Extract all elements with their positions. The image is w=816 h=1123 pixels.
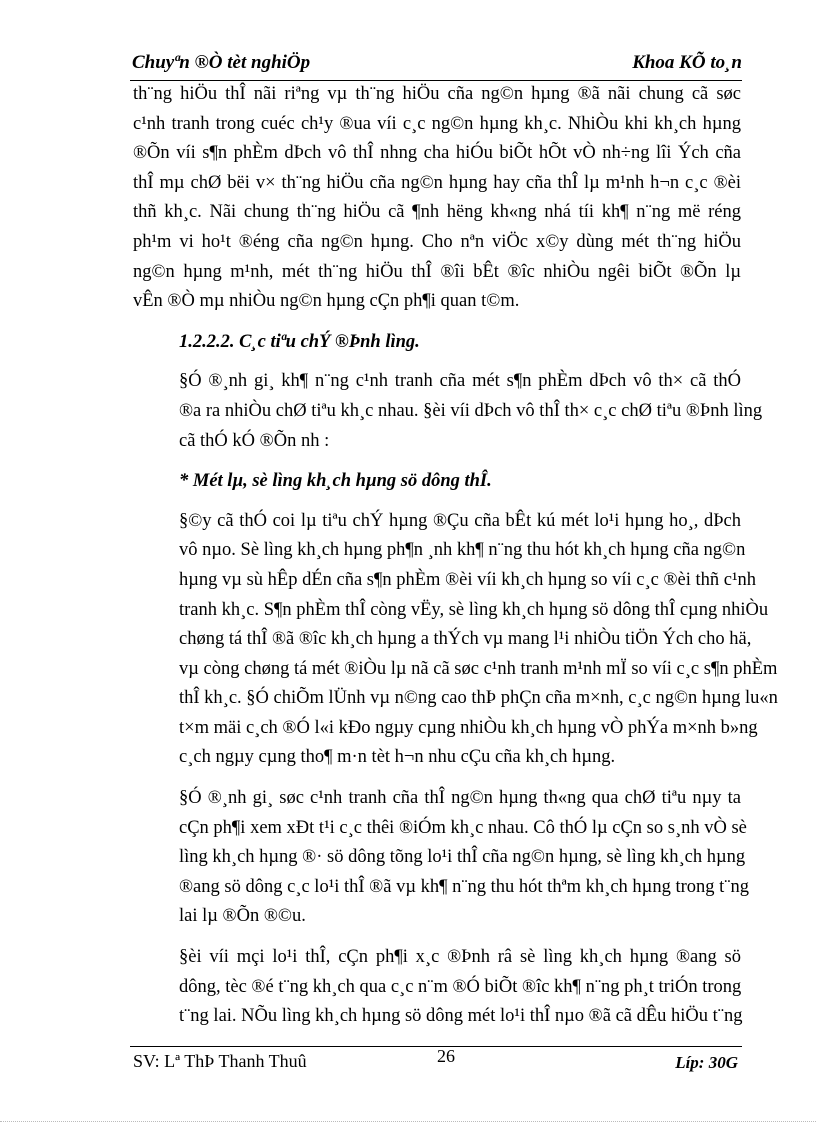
paragraph [133,507,778,773]
text-line: cã thÓ kÓ ®Õn nh : [179,430,330,451]
text-line: ph¹m vi ho¹t ®éng cña ng©n hµng. Cho nªn viÖc x©y dùng mét th¨ng hiÖu [133,231,741,252]
text-line: hµng vµ sù hÊp dÉn cña s¶n phÈm ®èi víi kh¸ch hµng so víi c¸c ®èi thñ c¹nh [179,569,757,590]
text-line: ®a ra nhiÒu chØ tiªu kh¸c nhau. §èi víi dÞch vô thÎ th× c¸c chØ tiªu ®Þnh lìng [179,400,763,421]
footer-rule [130,1046,742,1047]
text-line: vÊn ®Ò mµ nhiÒu ng©n hµng cÇn ph¶i quan t©m. [133,291,520,312]
text-line: vô nµo. Sè lìng kh¸ch hµng ph¶n ¸nh kh¶ n¨ng thu hót kh¸ch hµng cña ng©n [179,540,746,561]
text-line: lai lµ ®Õn ®©u. [179,906,306,927]
text-line: §©y cã thÓ coi lµ tiªu chÝ hµng ®Çu cña bÊt kú mét lo¹i hµng ho¸, dÞch [179,510,741,531]
text-line: §Ó ®¸nh gi¸ kh¶ n¨ng c¹nh tranh cña mét s¶n phÈm dÞch vô th× cã thÓ [179,371,741,392]
text-line: th¨ng hiÖu thÎ nãi riªng vµ th¨ng hiÖu cña ng©n hµng ®ã nãi chung cã søc [133,84,741,104]
text-line: dông, tèc ®é t¨ng kh¸ch qua c¸c n¨m ®Ó biÕt ®îc kh¶ n¨ng ph¸t triÓn trong [179,976,742,997]
page-edge-divider [0,1121,816,1122]
text-line: cÇn ph¶i xem xÐt t¹i c¸c thêi ®iÓm kh¸c nhau. Cô thÓ lµ cÇn so s¸nh vÒ sè [179,817,747,838]
text-line: vµ còng chøng tá mét ®iÒu lµ nã cã søc c¹nh tranh m¹nh mÏ so víi c¸c s¶n phÈm [179,658,778,679]
text-line: c¸ch ngµy cµng tho¶ m·n tèt h¬n nhu cÇu cña kh¸ch hµng. [179,747,616,768]
text-line: thÎ mµ chØ bëi v× th¨ng hiÖu cña ng©n hµng hay cña thÎ lµ m¹nh h¬n c¸c ®èi [133,172,741,193]
header-left-text: Chuyªn ®Ò tèt nghiÖp [132,52,311,73]
section-heading: 1.2.2.2. C¸c tiªu chÝ ®Þnh lìng. [179,331,420,352]
text-line: ®Õn víi s¶n phÈm dÞch vô thÎ nhng cha hiÓu biÕt hÕt vÒ nh÷ng lîi Ých cña [133,143,741,164]
text-line: lìng kh¸ch hµng ®· sö dông tõng lo¹i thÎ cña ng©n hµng, sè lìng kh¸ch hµng [179,847,746,868]
paragraph [133,80,741,317]
text-line: §Ó ®¸nh gi¸ søc c¹nh tranh cña thÎ ng©n hµng th«ng qua chØ tiªu nµy ta [179,788,741,809]
header-right-text: Khoa KÕ to¸n [632,52,742,73]
text-line: ng©n hµng m¹nh, mét th¨ng hiÖu thÎ ®îi bÊt ®îc nhiÒu ngêi biÕt ®Õn lµ [133,261,741,282]
page-number: 26 [437,1046,455,1066]
text-line: tranh kh¸c. S¶n phÈm thÎ còng vËy, sè lìng kh¸ch hµng sö dông thÎ cµng nhiÒu [179,599,769,620]
footer-class: Líp: 30G [675,1053,738,1072]
text-line: c¹nh tranh trong cuéc ch¹y ®ua víi c¸c ng©n hµng kh¸c. NhiÒu khi kh¸ch hµng [133,113,741,134]
text-line: chøng tá thÎ ®ã ®îc kh¸ch hµng a thÝch vµ mang l¹i nhiÒu tiÖn Ých cho hä, [179,629,752,650]
page-body [133,80,778,1043]
paragraph [133,784,749,932]
text-line: §èi víi mçi lo¹i thÎ, cÇn ph¶i x¸c ®Þnh râ sè lìng kh¸ch hµng ®ang sö [179,947,741,968]
text-line: ®ang sö dông c¸c lo¹i thÎ ®ã vµ kh¶ n¨ng thu hót thªm kh¸ch hµng trong t¨ng [179,876,749,897]
text-line: thÎ kh¸c. §Ó chiÕm lÜnh vµ n©ng cao thÞ phÇn cña m×nh, c¸c ng©n hµng lu«n [179,688,778,709]
paragraph [133,367,763,456]
footer-student: SV: Lª ThÞ Thanh Thuû [133,1051,307,1071]
text-line: thñ kh¸c. Nãi chung th¨ng hiÖu cã ¶nh hëng kh«ng nhá tíi kh¶ n¨ng më réng [133,202,741,223]
text-line: t×m mäi c¸ch ®Ó l«i kÐo ngµy cµng nhiÒu kh¸ch hµng vÒ phÝa m×nh b»ng [179,717,758,738]
text-line: t¨ng lai. NÕu lìng kh¸ch hµng sö dông mét lo¹i thÎ nµo ®ã cã dÊu hiÖu t¨ng [179,1006,743,1027]
section-heading: * Mét lµ, sè lìng kh¸ch hµng sö dông thÎ. [179,471,492,492]
paragraph [133,943,741,1032]
page-header [130,52,742,81]
